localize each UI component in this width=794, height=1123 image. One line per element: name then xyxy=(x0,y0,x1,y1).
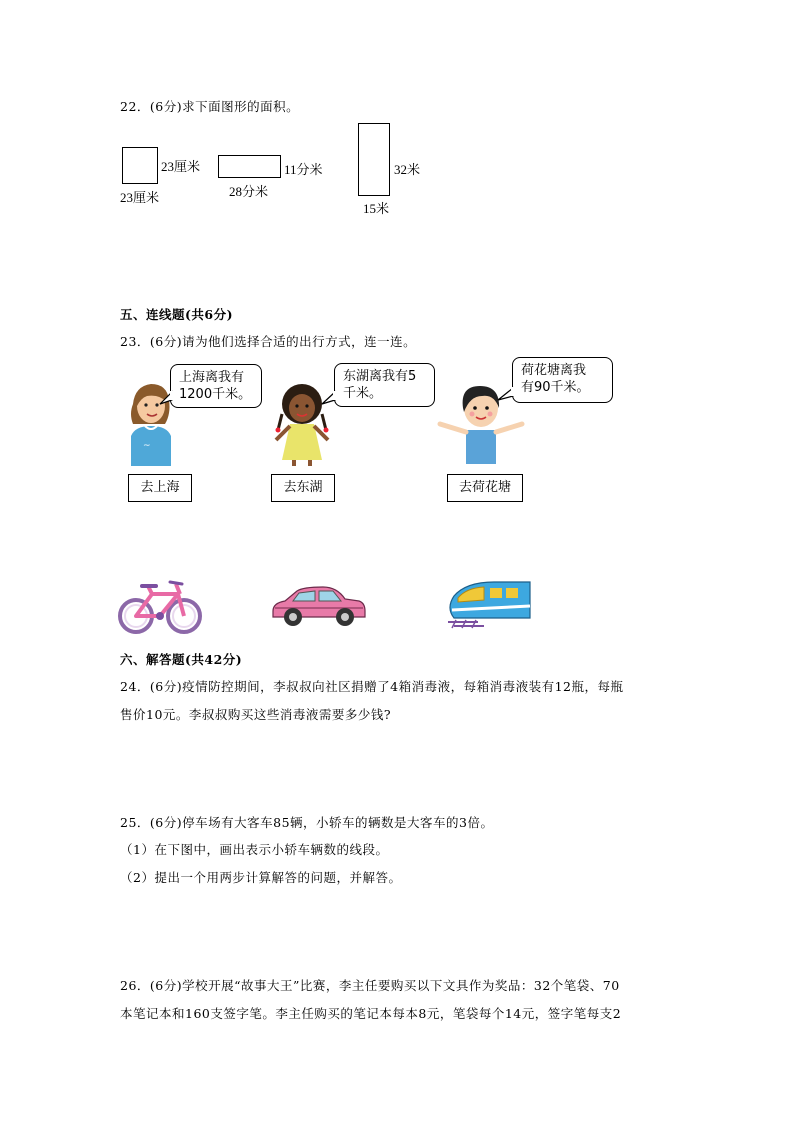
bicycle-icon xyxy=(118,578,204,636)
speech-bubble-3-line1: 荷花塘离我 xyxy=(521,363,587,378)
speech-bubble-1-line2: 1200千米。 xyxy=(179,387,252,402)
q25-sub1: （1）在下图中，画出表示小轿车辆数的线段。 xyxy=(120,842,389,857)
speech-bubble-3 xyxy=(512,357,613,403)
q22-text: 22．(6分)求下面图形的面积。 xyxy=(120,99,300,114)
rectangle-shape xyxy=(218,155,281,178)
speech-bubble-2-line1: 东湖离我有5 xyxy=(343,369,417,384)
rectangle-bottom-label: 28分米 xyxy=(229,184,269,199)
tall-rectangle-bottom-label: 15米 xyxy=(363,201,390,216)
speech-bubble-tail-icon xyxy=(158,392,174,406)
tall-rectangle-shape xyxy=(358,123,390,196)
destination-box-hehuatang: 去荷花塘 xyxy=(447,474,523,502)
square-right-label: 23厘米 xyxy=(161,159,201,174)
speech-bubble-3-line2: 有90千米。 xyxy=(521,380,590,395)
q25-line1: 25．(6分)停车场有大客车85辆，小轿车的辆数是大客车的3倍。 xyxy=(120,815,494,830)
svg-text:~: ~ xyxy=(143,441,151,451)
tall-rectangle-right-label: 32米 xyxy=(394,162,421,177)
car-icon xyxy=(271,585,367,629)
speech-bubble-2 xyxy=(334,363,435,407)
speech-bubble-tail-icon xyxy=(496,388,514,402)
speech-bubble-tail-icon xyxy=(320,392,336,406)
speech-bubble-1-line1: 上海离我有 xyxy=(179,370,245,385)
q26-line2: 本笔记本和160支签字笔。李主任购买的笔记本每本8元，笔袋每个14元，签字笔每支2 xyxy=(120,1006,622,1021)
destination-box-shanghai: 去上海 xyxy=(128,474,192,502)
square-shape xyxy=(122,147,158,184)
q24-line2: 售价10元。李叔叔购买这些消毒液需要多少钱? xyxy=(120,707,392,722)
speech-bubble-1 xyxy=(170,364,262,408)
rectangle-right-label: 11分米 xyxy=(284,162,323,177)
speech-bubble-2-line2: 千米。 xyxy=(343,386,383,401)
q23-text: 23．(6分)请为他们选择合适的出行方式，连一连。 xyxy=(120,334,417,349)
q26-line1: 26．(6分)学校开展“故事大王”比赛，李主任要购买以下文具作为奖品：32个笔袋、70 xyxy=(120,978,620,993)
destination-box-donghu: 去东湖 xyxy=(271,474,335,502)
square-bottom-label: 23厘米 xyxy=(120,190,160,205)
q24-line1: 24．(6分)疫情防控期间，李叔叔向社区捐赠了4箱消毒液，每箱消毒液装有12瓶，每瓶 xyxy=(120,679,624,694)
section6-title: 六、解答题(共42分) xyxy=(120,652,243,667)
train-icon xyxy=(444,578,532,630)
q25-sub2: （2）提出一个用两步计算解答的问题，并解答。 xyxy=(120,870,402,885)
section5-title: 五、连线题(共6分) xyxy=(120,307,234,322)
boy-illustration-icon xyxy=(125,374,175,466)
